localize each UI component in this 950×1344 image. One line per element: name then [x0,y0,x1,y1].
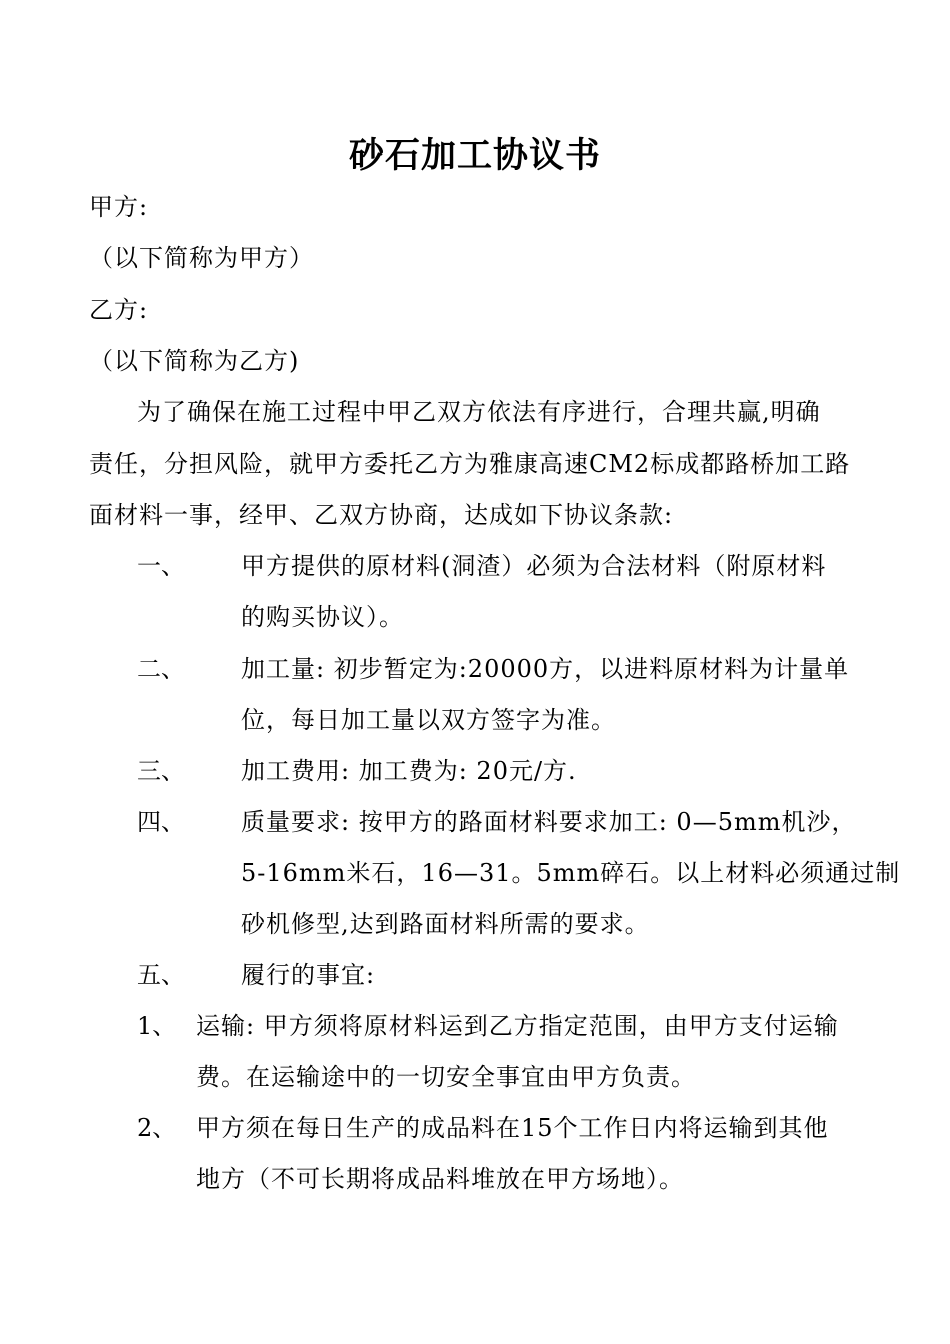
party-a-note: （以下简称为甲方） [89,244,314,272]
clause-text: 甲方提供的原材料(洞渣）必须为合法材料（附原材料 [241,552,827,580]
intro-line: 责任，分担风险，就甲方委托乙方为雅康高速CM2标成都路桥加工路 [89,450,851,478]
item-marker: 1、 [137,1012,177,1040]
item-marker: 2、 [137,1114,177,1142]
intro-line: 为了确保在施工过程中甲乙双方依法有序进行，合理共赢,明确 [137,398,821,426]
clause-text: 的购买协议）。 [241,603,404,631]
item-text: 费。在运输途中的一切安全事宜由甲方负责。 [196,1063,696,1091]
item-text: 地方（不可长期将成品料堆放在甲方场地）。 [196,1165,684,1193]
clause-text: 5-16mm米石，16—31。5mm碎石。以上材料必须通过制 [241,859,901,887]
party-a-label: 甲方: [89,193,149,221]
clause-text: 履行的事宜: [241,961,376,989]
document-title: 砂石加工协议书 [348,136,601,176]
clause-text: 质量要求: 按甲方的路面材料要求加工: 0—5mm机沙， [241,808,857,836]
item-text: 甲方须在每日生产的成品料在15个工作日内将运输到其他 [196,1114,829,1142]
clause-marker: 二、 [137,655,185,683]
clause-marker: 四、 [137,808,185,836]
clause-text: 加工量: 初步暂定为:20000方，以进料原材料为计量单 [241,655,850,683]
clause-marker: 五、 [137,961,185,989]
clause-marker: 三、 [137,757,185,785]
party-b-note: （以下简称为乙方) [89,347,300,375]
clause-text: 加工费用: 加工费为: 20元/方. [241,757,577,785]
clause-marker: 一、 [137,552,185,580]
clause-text: 砂机修型,达到路面材料所需的要求。 [241,910,650,938]
party-b-label: 乙方: [89,296,149,324]
clause-text: 位，每日加工量以双方签字为准。 [241,706,616,734]
intro-line: 面材料一事，经甲、乙双方协商，达成如下协议条款: [89,501,674,529]
item-text: 运输: 甲方须将原材料运到乙方指定范围，由甲方支付运输 [196,1012,839,1040]
